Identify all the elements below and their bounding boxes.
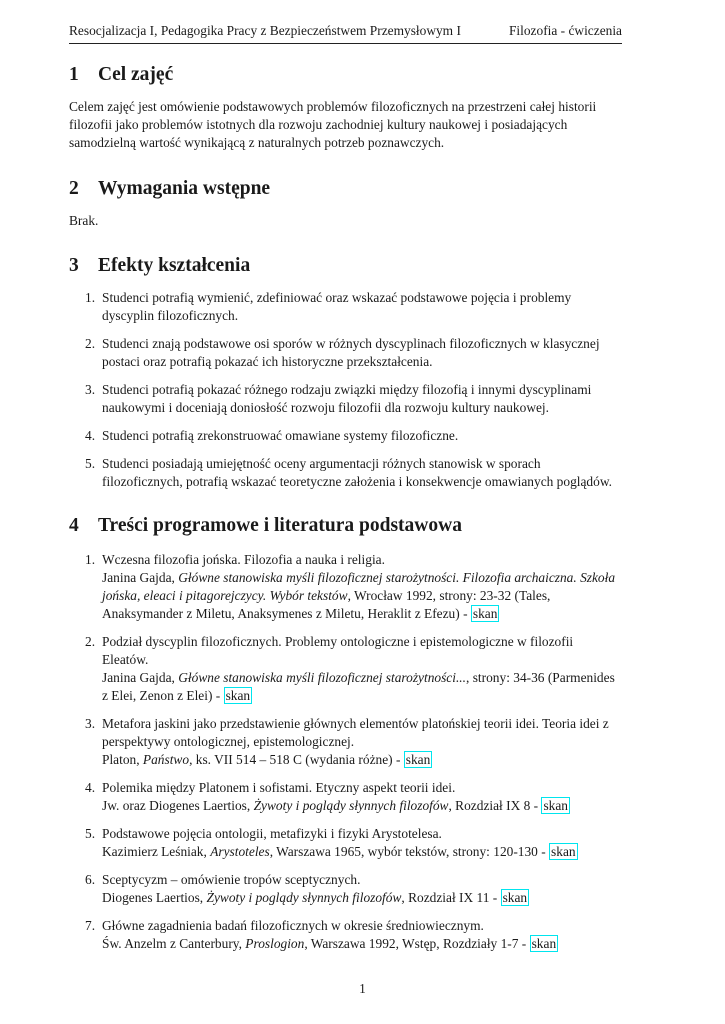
list-item: 4. Polemika między Platonem i sofistami. Etyczny aspekt teorii idei. Jw. oraz Diogenes Laertios, Żywoty i poglądy słynnych filozofów, Rozdział IX 8 - skan — [69, 779, 622, 815]
scan-link[interactable]: skan — [551, 844, 576, 859]
list-item: 5. Studenci posiadają umiejętność oceny argumentacji różnych stanowisk w sporach filozoficznych, potrafią wskazać teoretyczne założenia i konsekwencje omawianych poglądów. — [85, 456, 612, 489]
topic: Podział dyscyplin filozoficznych. Problemy ontologiczne i epistemologiczne w filozofii Eleatów. — [102, 634, 574, 667]
literature: Platon, Państwo, ks. VII 514 – 518 C (wydania różne) - skan — [102, 752, 431, 767]
list-item: 1. Studenci potrafią wymienić, zdefiniować oraz wskazać podstawowe pojęcia i problemy dyscyplin filozoficznych. — [85, 290, 572, 323]
scan-link[interactable]: skan — [405, 752, 431, 767]
literature: Janina Gajda, Główne stanowiska myśli filozoficznej starożytności..., strony: 34-36 (Parmenides z Elei, Zenon z Elei) - skan — [102, 670, 615, 703]
list-item: 3. Studenci potrafią pokazać różnego rodzaju związki między filozofią i innymi dyscyplinami naukowymi i doceniają doniosłość rozwoju filozofii dla rozwoju kultury naukowej. — [85, 382, 592, 415]
scan-link[interactable]: skan — [543, 798, 568, 813]
list-item: 5. Podstawowe pojęcia ontologii, metafizyki i fizyki Arystotelesa. Kazimierz Leśniak, Arystoteles, Warszawa 1965, wybór tekstów, strony: 120-130 - skan — [69, 825, 622, 861]
section-paragraph: Brak. — [69, 213, 99, 228]
section-heading: 2 Wymagania wstępne — [69, 178, 271, 199]
section-prerequisites — [69, 178, 622, 230]
program-list — [69, 551, 622, 953]
topic: Wczesna filozofia jońska. Filozofia a nauka i religia. — [102, 552, 385, 567]
document-body — [69, 64, 622, 963]
section-heading: 1 Cel zajęć — [69, 64, 174, 85]
list-item: 6. Sceptycyzm – omówienie tropów sceptycznych. Diogenes Laertios, Żywoty i poglądy słynnych filozofów, Rozdział IX 11 - skan — [69, 871, 622, 907]
scan-link[interactable]: skan — [531, 936, 557, 951]
topic: Główne zagadnienia badań filozoficznych w okresie średniowiecznym. — [102, 918, 484, 933]
literature: Św. Anzelm z Canterbury, Proslogion, Warszawa 1992, Wstęp, Rozdziały 1-7 - skan — [102, 936, 557, 951]
list-item: 2. Podział dyscyplin filozoficznych. Problemy ontologiczne i epistemologiczne w filozofii Eleatów. Janina Gajda, Główne stanowiska myśli filozoficznej starożytności..., strony: 34-36 (Parmenides z Elei, Zenon z Elei) - skan — [69, 633, 622, 705]
section-heading: 4 Treści programowe i literatura podstawowa — [69, 515, 462, 536]
list-item: 7. Główne zagadnienia badań filozoficznych w okresie średniowiecznym. Św. Anzelm z Canterbury, Proslogion, Warszawa 1992, Wstęp, Rozdziały 1-7 - skan — [69, 917, 622, 953]
section-goal — [69, 64, 622, 152]
section-program — [69, 515, 622, 953]
topic: Polemika między Platonem i sofistami. Etyczny aspekt teorii idei. — [102, 780, 456, 795]
running-header — [69, 22, 622, 44]
topic: Podstawowe pojęcia ontologii, metafizyki i fizyki Arystotelesa. — [102, 826, 442, 841]
header-course: Resocjalizacja I, Pedagogika Pracy z Bezpieczeństwem Przemysłowym I — [69, 23, 461, 38]
page-number: 1 — [359, 981, 366, 996]
list-item: 4. Studenci potrafią zrekonstruować omawiane systemy filozoficzne. — [85, 428, 459, 443]
scan-link[interactable]: skan — [502, 890, 528, 905]
section-outcomes — [69, 255, 622, 491]
list-item: 1. Wczesna filozofia jońska. Filozofia a nauka i religia. Janina Gajda, Główne stanowiska myśli filozoficznej starożytności. Filozofia archaiczna. Szkoła jońska, eleaci i pitagorejczycy. Wybór tekstów, Wrocław 1992, strony: 23-32 (Tales, Anaksymander z Miletu, Anaksymenes z Miletu, Heraklit z Efezu) - skan — [69, 551, 622, 623]
literature: Janina Gajda, Główne stanowiska myśli filozoficznej starożytności. Filozofia archaiczna. Szkoła jońska, eleaci i pitagorejczycy. Wybór tekstów, Wrocław 1992, strony: 23-32 (Tales, Anaksymander z Miletu, Anaksymenes z Miletu, Heraklit z Efezu) - skan — [102, 570, 616, 621]
topic: Metafora jaskini jako przedstawienie głównych elementów platońskiej teorii idei. Teoria idei z perspektywy ontologicznej, epistemologicznej. — [102, 716, 609, 749]
outcomes-list — [69, 289, 622, 491]
list-item: 3. Metafora jaskini jako przedstawienie głównych elementów platońskiej teorii idei. Teoria idei z perspektywy ontologicznej, epistemologicznej. Platon, Państwo, ks. VII 514 – 518 C (wydania różne) - skan — [69, 715, 622, 769]
literature: Jw. oraz Diogenes Laertios, Żywoty i poglądy słynnych filozofów, Rozdział IX 8 - skan — [102, 798, 568, 813]
literature: Diogenes Laertios, Żywoty i poglądy słynnych filozofów, Rozdział IX 11 - skan — [102, 890, 528, 905]
literature: Kazimierz Leśniak, Arystoteles, Warszawa 1965, wybór tekstów, strony: 120-130 - skan — [102, 844, 576, 859]
topic: Sceptycyzm – omówienie tropów sceptycznych. — [102, 872, 361, 887]
section-paragraph: Celem zajęć jest omówienie podstawowych problemów filozoficznych na przestrzeni całej historii filozofii jako problemów istotnych dla rozwoju zachodniej kultury naukowej i posiadających samodzielną wartość wynikającą z naturalnych potrzeb poznawczych. — [69, 99, 597, 150]
header-subject: Filozofia - ćwiczenia — [508, 23, 622, 38]
list-item: 2. Studenci znają podstawowe osi sporów w różnych dyscyplinach filozoficznych w klasycznej postaci oraz potrafią pokazać ich historyczne przekształcenia. — [85, 336, 600, 369]
section-heading: 3 Efekty kształcenia — [69, 255, 251, 276]
scan-link[interactable]: skan — [225, 688, 251, 703]
scan-link[interactable]: skan — [472, 606, 498, 621]
